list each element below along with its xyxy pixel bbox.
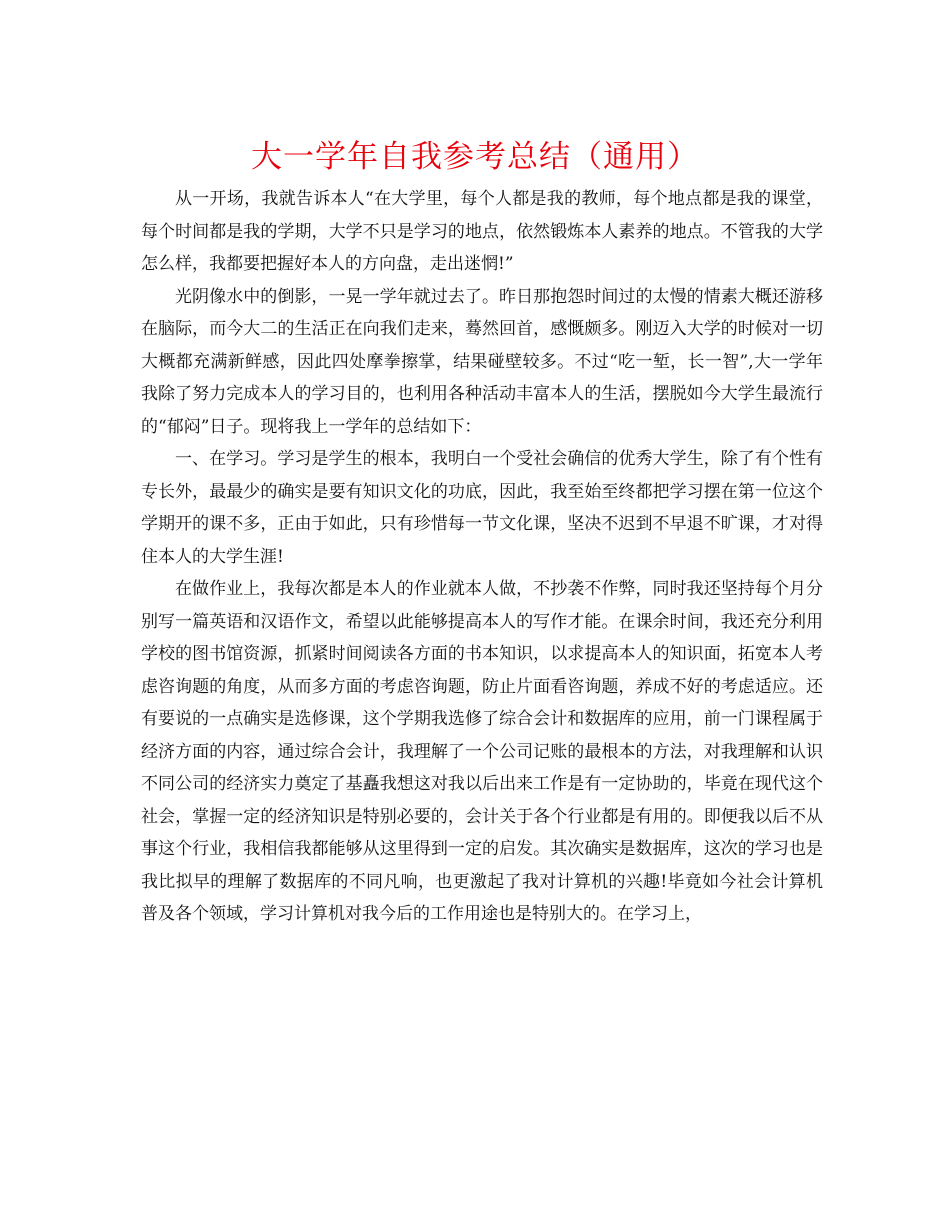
paragraph: 一、在学习。学习是学生的根本，我明白一个受社会确信的优秀大学生，除了有个性有专长外，最最少的确实是要有知识文化的功底，因此，我至始至终都把学习摆在第一位这个学期开的课不多，正由于如此，只有珍惜每一节文化课，坚决不迟到不早退不旷课，才对得住本人的大学生涯! bbox=[141, 449, 823, 567]
paragraph: 光阴像水中的倒影，一晃一学年就过去了。昨日那抱怨时间过的太慢的情素大概还游移在脑际，而今大二的生活正在向我们走来，蓦然回首，感慨颇多。刚迈入大学的时候对一切大概都充满新鲜感，因此四处摩拳擦掌，结果碰壁较多。不过“吃一堑，长一智”,大一学年我除了努力完成本人的学习目的，也利用各种活动丰富本人的生活，摆脱如今大学生最流行的“郁闷”日子。现将我上一学年的总结如下： bbox=[141, 286, 823, 437]
document-title: 大一学年自我参考总结（通用） bbox=[251, 139, 699, 175]
paragraph: 从一开场，我就告诉本人“在大学里，每个人都是我的教师，每个地点都是我的课堂，每个时间都是我的学期，大学不只是学习的地点，依然锻炼本人素养的地点。不管我的大学怎么样，我都要把握好本人的方向盘，走出迷惘!” bbox=[141, 189, 823, 274]
paragraph: 在做作业上，我每次都是本人的作业就本人做，不抄袭不作弊，同时我还坚持每个月分别写一篇英语和汉语作文，希望以此能够提高本人的写作才能。在课余时间，我还充分利用学校的图书馆资源，抓紧时间阅读各方面的书本知识，以求提高本人的知识面，拓宽本人考虑咨询题的角度，从而多方面的考虑咨询题，防止片面看咨询题，养成不好的考虑适应。还有要说的一点确实是选修课，这个学期我选修了综合会计和数据库的应用，前一门课程属于经济方面的内容，通过综合会计，我理解了一个公司记账的最根本的方法，对我理解和认识不同公司的经济实力奠定了基矗我想这对我以后出来工作是有一定协助的，毕竟在现代这个社会，掌握一定的经济知识是特别必要的，会计关于各个行业都是有用的。即便我以后不从事这个行业，我相信我都能够从这里得到一定的启发。其次确实是数据库，这次的学习也是我比拟早的理解了数据库的不同凡响，也更激起了我对计算机的兴趣!毕竟如今社会计算机普及各个领域，学习计算机对我今后的工作用途也是特别大的。在学习上， bbox=[141, 579, 823, 924]
document-body bbox=[141, 183, 823, 931]
